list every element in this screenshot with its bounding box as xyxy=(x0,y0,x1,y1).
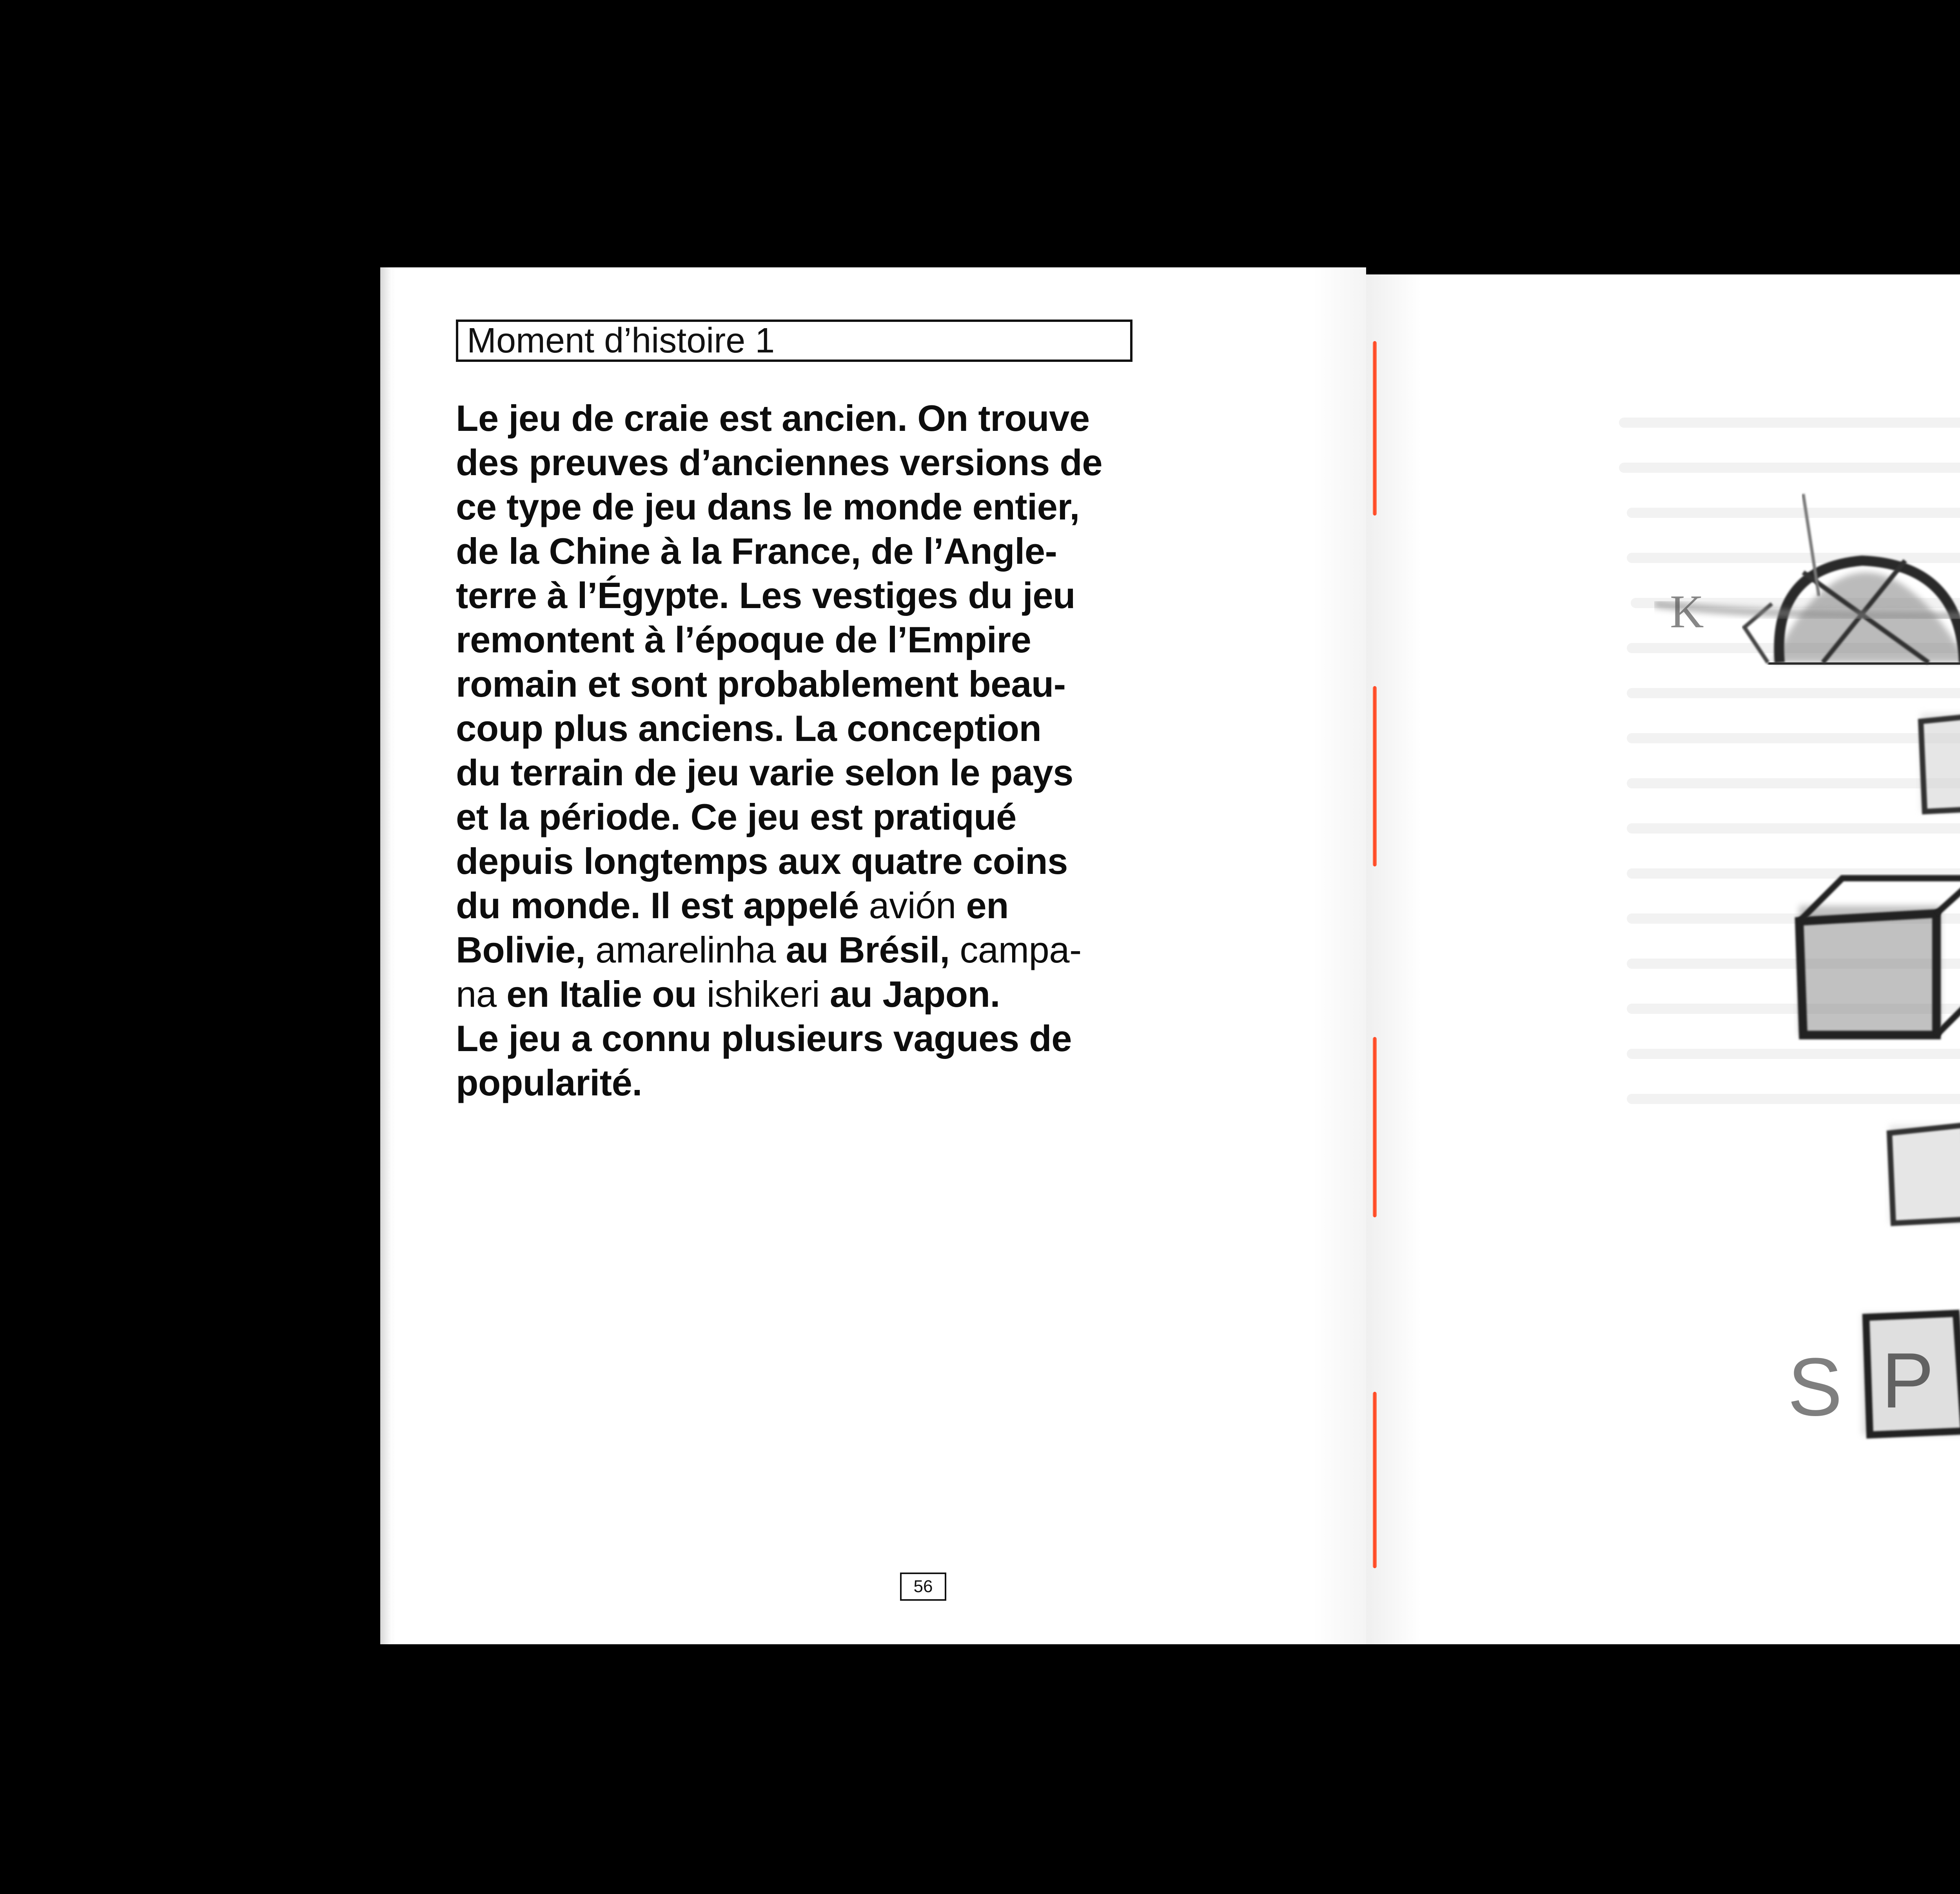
regular-text-segment: avión xyxy=(869,885,956,926)
regular-text-segment: campa- xyxy=(949,929,1082,970)
page-number: 56 xyxy=(900,1573,946,1601)
body-line xyxy=(456,573,1138,617)
sketch-spqr xyxy=(1788,1313,1960,1435)
hopscotch-sketch xyxy=(1654,431,1960,1451)
sky-semicircle xyxy=(1654,455,1960,665)
bold-text-segment: et la période. Ce jeu est pratiqué xyxy=(456,796,1016,837)
bold-text-segment: remontent à l’époque de l’Empire xyxy=(456,619,1031,660)
body-line xyxy=(456,529,1138,573)
bold-text-segment: Le jeu a connu plusieurs vagues de xyxy=(456,1018,1072,1059)
regular-text-segment: na xyxy=(456,973,497,1015)
sketch-cube xyxy=(1799,878,1960,1035)
bold-text-segment: en Italie ou xyxy=(496,973,707,1015)
body-paragraph xyxy=(456,396,1138,1105)
sketch-letter-k: K xyxy=(1670,585,1704,637)
body-line xyxy=(456,839,1138,883)
body-line xyxy=(456,1060,1138,1105)
sketch-letter-p: P xyxy=(1882,1337,1934,1424)
body-line xyxy=(456,795,1138,839)
body-line xyxy=(456,972,1138,1016)
binding-stitch xyxy=(1373,686,1377,866)
binding-stitch xyxy=(1373,341,1377,516)
bleed-through-mark xyxy=(1619,418,1960,428)
body-line xyxy=(456,662,1138,706)
binding-stitch xyxy=(1373,1392,1377,1568)
bold-text-segment: Bolivie, xyxy=(456,929,586,970)
body-line xyxy=(456,617,1138,662)
bold-text-segment: du terrain de jeu varie selon le pays xyxy=(456,752,1073,793)
bold-text-segment: en xyxy=(956,885,1009,926)
section-heading: Moment d’histoire 1 xyxy=(456,320,1132,362)
regular-text-segment: ishikeri xyxy=(706,973,820,1015)
bold-text-segment: des preuves d’anciennes versions de xyxy=(456,442,1103,483)
bold-text-segment: depuis longtemps aux quatre coins xyxy=(456,841,1068,882)
body-line xyxy=(456,1016,1138,1060)
body-line xyxy=(456,706,1138,750)
body-line xyxy=(456,440,1138,485)
body-line xyxy=(456,396,1138,440)
binding-stitch xyxy=(1373,1037,1377,1217)
body-line xyxy=(456,928,1138,972)
bold-text-segment: du monde. Il est appelé xyxy=(456,885,869,926)
regular-text-segment: amarelinha xyxy=(585,929,786,970)
body-line xyxy=(456,883,1138,928)
bold-text-segment: ce type de jeu dans le monde entier, xyxy=(456,486,1080,527)
bold-text-segment: au Brésil, xyxy=(786,929,950,970)
bold-text-segment: Le jeu de craie est ancien. On trouve xyxy=(456,398,1090,439)
sketch-letter-s: S xyxy=(1788,1341,1843,1433)
sketch-square-1 xyxy=(1921,714,1960,812)
bold-text-segment: au Japon. xyxy=(820,973,1000,1015)
body-line xyxy=(456,750,1138,795)
bold-text-segment: romain et sont probablement beau- xyxy=(456,663,1066,705)
sketch-square-2 xyxy=(1889,1094,1960,1223)
bold-text-segment: popularité. xyxy=(456,1062,642,1103)
bold-text-segment: coup plus anciens. La conception xyxy=(456,708,1042,749)
bold-text-segment: terre à l’Égypte. Les vestiges du jeu xyxy=(456,575,1076,616)
body-line xyxy=(456,485,1138,529)
bold-text-segment: de la Chine à la France, de l’Angle- xyxy=(456,530,1057,572)
